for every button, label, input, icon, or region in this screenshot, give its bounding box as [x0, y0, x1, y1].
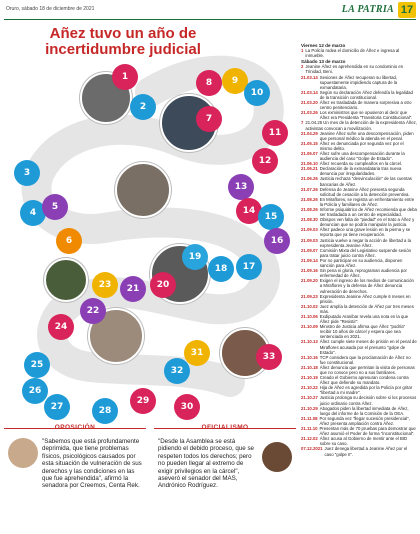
- timeline-day-heading: Viernes 12 de marzo: [301, 43, 346, 48]
- timeline-entry-date: 21.04.29: [301, 130, 318, 136]
- official-box: [154, 424, 296, 530]
- opposition-quote: "Sabemos que está profundamente deprimida, que tiene problemas físicos, psicológicos causados por esta situación de vulneración de sus derechos y las condiciones en las que fue aprehendida", afirmó la senadora por Creemos, Centa Rek.: [42, 438, 142, 490]
- board-square-20: 20: [150, 272, 176, 298]
- timeline-entry: [301, 365, 417, 375]
- board-square-32: 32: [164, 358, 190, 384]
- timeline-entry-text: Exdiputado Aranibar revela una nota en la que Áñez pide "Resistir".: [319, 313, 409, 325]
- timeline-entry: [301, 324, 417, 339]
- dateline: Oruro, sábado 18 de diciembre de 2021: [6, 6, 95, 12]
- timeline-entry-date: 21.10.27: [301, 395, 318, 401]
- timeline-entry-text: Justicia prolonga su decisión sobre si los procesos juicio ordinario contra Áñez.: [319, 395, 417, 406]
- timeline-entry-date: 21.10.29: [301, 405, 318, 411]
- timeline-entry-text: Áñez denuncia que permitan la visita de personas que no conoce pero no a sus familiares.: [319, 364, 415, 375]
- timeline-entry: [301, 294, 417, 304]
- board-square-27: 27: [44, 394, 70, 420]
- timeline-entry-text: Sesiones de Áñez recuperan su libertad, supuestamente impidiendo captura de la exmandataria.: [319, 74, 398, 90]
- timeline-entry-text: Áñez es trasladada de manera sorpresiva a otro centro penitenciario.: [319, 100, 412, 111]
- timeline-entry: [301, 120, 417, 130]
- timeline-entry: [301, 278, 417, 293]
- timeline-entry-text: Exigen el ingreso de los medios de comunicación a Miraflores y la defensa de Áñez denuncia vulneración de derechos.: [319, 278, 414, 294]
- timeline-entry: [301, 176, 417, 186]
- timeline-entry-text: Hija de Áñez es agredida por la Policía por gritar "libertad a mi madre".: [319, 385, 413, 396]
- timeline-entry-text: Informe psiquiátrico de Áñez recomienda que deba ser trasladada a un centro de especialidad.: [319, 207, 417, 218]
- timeline-entry-date: 21.03.26: [301, 110, 318, 116]
- board-square-33: 33: [256, 344, 282, 370]
- timeline-entry: [301, 227, 417, 237]
- timeline-entry: [301, 304, 417, 314]
- timeline-entry-date: 21.05.15: [301, 140, 318, 146]
- board-square-6: 6: [56, 228, 82, 254]
- board-square-3: 3: [14, 160, 40, 186]
- board-square-16: 16: [264, 228, 290, 254]
- timeline-entry-date: 21.09.20: [301, 278, 318, 284]
- board-square-4: 4: [20, 200, 46, 226]
- timeline-entry: [301, 355, 417, 365]
- board-square-23: 23: [92, 272, 118, 298]
- timeline-entry: [301, 187, 417, 197]
- timeline-entry-text: Áñez es denunciada por segunda vez por el mismo delito.: [319, 140, 404, 151]
- timeline-entry-text: Juez amplía la detención de Áñez por tres meses más.: [319, 303, 414, 314]
- timeline-entry-date: 21.03.20: [301, 100, 318, 106]
- timeline-entry-date: 21.09.07: [301, 247, 318, 253]
- header-rule: [4, 19, 416, 20]
- board-square-11: 11: [262, 120, 288, 146]
- board-square-28: 28: [92, 398, 118, 424]
- timeline-entry: [301, 100, 417, 110]
- timeline-entry-date: 21.11.10: [301, 426, 318, 432]
- board-square-7: 7: [196, 106, 222, 132]
- timeline-entry: [301, 258, 417, 268]
- timeline-entry-date: 21.08.30: [301, 217, 318, 223]
- timeline-day-heading: Sábado 13 de marzo: [301, 59, 346, 65]
- board-square-9: 9: [222, 68, 248, 94]
- page-number: 17: [398, 2, 416, 18]
- board-square-26: 26: [22, 378, 48, 404]
- timeline-entry-date: 21.11.08: [301, 415, 318, 421]
- article-title: Añez tuvo un año de incertidumbre judicial: [45, 25, 201, 58]
- board-square-30: 30: [174, 394, 200, 420]
- timeline-entry-date: 21.09.03: [301, 227, 318, 233]
- timeline-entry-date: 21.09.14: [301, 257, 318, 263]
- timeline-entry-text: Justicia vuelve a negar la acción de libertad a la expresidenta Jeanine Áñez.: [319, 237, 411, 248]
- timeline-entry-text: Áñez recuerda su cumpleaños en la cárcel.: [319, 161, 403, 167]
- timeline-entry-date: 21.07.26: [301, 186, 318, 192]
- timeline-entry-date: 21.10.18: [301, 364, 318, 370]
- board-square-21: 21: [120, 276, 146, 302]
- timeline-entry-text: Sin pena ni gloria, reprograman audiencia por enfermedad de Áñez.: [319, 268, 407, 279]
- timeline-entry-text: Abogados piden la libertad inmediata de Áñez, luego del informe de la Comisión de la OEA.: [319, 405, 409, 416]
- timeline-entry-date: 21.12.02: [301, 436, 318, 442]
- board-square-14: 14: [236, 198, 262, 224]
- timeline-entry-date: 21.06.26: [301, 176, 318, 182]
- timeline-entry: [301, 339, 417, 354]
- timeline-entry: [301, 446, 417, 456]
- timeline-entry-text: La Policía rodea el domicilio de Áñez e ingresa al inmueble.: [305, 48, 400, 59]
- board-square-15: 15: [258, 204, 284, 230]
- timeline-entry: [301, 131, 417, 141]
- timeline-entry-text: Defensa de Jeanine Áñez presenta segunda solicitud de cesación a la detención preventiva.: [319, 186, 410, 197]
- timeline-entry-date: 21.10.19: [301, 375, 318, 381]
- timeline-entry-text: Ministro de Justicia afirma que Áñez "podría" recibir 10 años de cárcel y espera que sea sentenciada en 2021.: [319, 324, 406, 340]
- board-square-18: 18: [208, 256, 234, 282]
- board-game-infographic: [0, 22, 300, 420]
- board-square-17: 17: [236, 254, 262, 280]
- board-square-13: 13: [228, 174, 254, 200]
- timeline-entry-text: Jeanine Áñez es aprehendida en su condominio en Trinidad, Beni.: [305, 64, 404, 75]
- timeline-entry-date: 21.06.10: [301, 161, 318, 167]
- timeline-entry: [301, 375, 417, 385]
- timeline-entry-date: 21.06.21: [301, 166, 318, 172]
- timeline-entry-text: 21.04.25 Un mes de la detención de la expresidenta Áñez, activistas convocan a movilización.: [305, 120, 417, 131]
- opposition-box: [4, 424, 146, 530]
- portrait-senator-official: [262, 442, 292, 472]
- portrait-senator-opposition: [8, 438, 38, 468]
- timeline-entry-date: 21.10.02: [301, 303, 318, 309]
- board-square-5: 5: [42, 194, 68, 220]
- board-square-24: 24: [48, 314, 74, 340]
- timeline-entry-text: Áñez sufre una descompensación durante la audiencia del caso "Golpe de Estado".: [319, 150, 405, 162]
- timeline-entry-text: Obispos ven falta de "piedad" en el trato a Áñez y denuncian que se podría manipular la justicia.: [319, 217, 415, 228]
- timeline-entry-text: Presentan más de 70 pruebas para demostrar que Áñez asumió el Poder de forma "inconstitucional".: [319, 426, 416, 437]
- timeline-entry-date: 21.03.14: [301, 74, 318, 80]
- timeline-entry: [301, 48, 417, 58]
- photo-officials: [44, 258, 88, 302]
- timeline-entry-text: Justicia rechaza "desvinculación" de las cuentas bancarias de Áñez.: [319, 176, 412, 187]
- timeline-entry: [301, 64, 417, 74]
- timeline-entry: [301, 426, 417, 436]
- board-square-12: 12: [252, 148, 278, 174]
- timeline-entry-date: 2: [301, 64, 304, 70]
- timeline-entry: [301, 238, 417, 248]
- board-square-31: 31: [184, 340, 210, 366]
- timeline-entry: [301, 197, 417, 207]
- timeline-entry: [301, 207, 417, 217]
- timeline-entry-text: Los exministros que se opusieron al decir que Áñez era Presidenta "Transitoria Constitucional".: [319, 110, 413, 121]
- timeline-entry: [301, 406, 417, 416]
- timeline-entry: [301, 314, 417, 324]
- timeline-entry: [301, 141, 417, 151]
- board-square-8: 8: [196, 70, 222, 96]
- board-square-1: 1: [112, 64, 138, 90]
- timeline-entry-text: Áñez cumple siete meses de prisión en el penal de Miraflores acusada por el presunto "golpe de Estado".: [319, 339, 417, 355]
- timeline-entry-text: Áñez acusa al Gobierno de mentir ante el BID sobre su caso.: [319, 436, 408, 447]
- timeline-entry-date: 21.03.14: [301, 89, 318, 95]
- timeline-entry-text: Declaración de la exmandataria tras nueva denuncia por irregularidades.: [319, 166, 402, 177]
- timeline-entry-text: TCP considera que la proclamación de Áñez no fue constitucional.: [319, 354, 411, 365]
- timeline-entry-text: Según su declaración Áñez defendía la legalidad de la transición constitucional.: [319, 89, 413, 100]
- timeline-entry-date: 21.10.09: [301, 324, 318, 330]
- board-square-29: 29: [130, 388, 156, 414]
- official-rule: [154, 428, 296, 429]
- timeline-entry-date: 21.08.26: [301, 207, 318, 212]
- timeline-entry-date: 21.08.26: [301, 196, 318, 202]
- timeline-entry: [301, 436, 417, 446]
- photo-anez-court: [115, 162, 171, 218]
- timeline-entry-text: Áñez padece una grave lesión en la pierna y se reporta que ya tiene recuperación.: [319, 227, 411, 238]
- timeline-entry-date: 21.06.07: [301, 150, 318, 156]
- timeline-entry-text: Comisión Mixta del Legislativo suspende sesión para tratar juicio contra Áñez.: [319, 247, 411, 258]
- timeline-entry-date: 1: [301, 48, 304, 54]
- timeline-entry: [301, 75, 417, 90]
- opposition-rule: [4, 428, 146, 429]
- board-square-2: 2: [130, 94, 156, 120]
- timeline-entry: [301, 268, 417, 278]
- board-square-22: 22: [80, 298, 106, 324]
- timeline-entry-date: 21.09.03: [301, 237, 318, 243]
- timeline-entry: [301, 90, 417, 100]
- timeline-entry-text: Jeanine Áñez sufre una descompensación, piden que personal médico la atienda en el penal.: [319, 130, 414, 141]
- timeline-entry-date: 21.10.13: [301, 339, 318, 345]
- timeline-entry-date: 21.10.06: [301, 313, 318, 319]
- timeline-entry: [301, 110, 417, 120]
- timeline-entry-date: 21.09.23: [301, 293, 318, 299]
- timeline-entry-text: Expresidenta Jeanine Áñez cumple 6 meses en prisión.: [319, 293, 411, 304]
- timeline-entry: [301, 151, 417, 161]
- board-square-19: 19: [182, 244, 208, 270]
- timeline-entry: [301, 248, 417, 258]
- timeline-entry-date: 21.10.16: [301, 354, 318, 360]
- timeline-entry-text: Por no participar en su audiencia, disponen sanción para Áñez.: [319, 257, 403, 269]
- timeline-entry-text: Por segunda vez "llegar sucesión presidencial", Áñez presenta ampliación contra Áñez.: [319, 415, 410, 426]
- timeline-entry: [301, 416, 417, 426]
- timeline-entry-text: Creado el Gobierno apresuran condena contra Áñez que defiende su mandato.: [319, 375, 409, 386]
- timeline-entry-date: 21.10.22: [301, 385, 318, 391]
- timeline-entry-text: Juez denega libertad a Jeanine Áñez por el caso "golpe II".: [324, 446, 408, 457]
- timeline-entry: [301, 166, 417, 176]
- timeline-entry-date: 21.09.16: [301, 268, 318, 274]
- timeline-entry: [301, 217, 417, 227]
- newspaper-name: LA PATRIA: [341, 4, 394, 15]
- board-square-10: 10: [244, 80, 270, 106]
- timeline-entry-text: En Miraflores, se registra un enfrentamiento entre la Policía y familiares de Áñez.: [319, 196, 415, 207]
- page-header: [0, 0, 420, 20]
- timeline-entry: [301, 395, 417, 405]
- timeline-entry-date: 7: [301, 120, 304, 126]
- official-quote: "Desde la Asamblea se está pidiendo el debido proceso, que se respeten todos los derechos; pero no pueden llegar al extremo de exigir privilegios en la cárcel", aseveró el senador del MAS, Andrónico Rodríguez.: [158, 438, 254, 490]
- timeline-entry: [301, 385, 417, 395]
- timeline-column: [301, 42, 417, 530]
- board-square-25: 25: [24, 352, 50, 378]
- timeline-entry-date: 07.12.2021: [301, 446, 323, 452]
